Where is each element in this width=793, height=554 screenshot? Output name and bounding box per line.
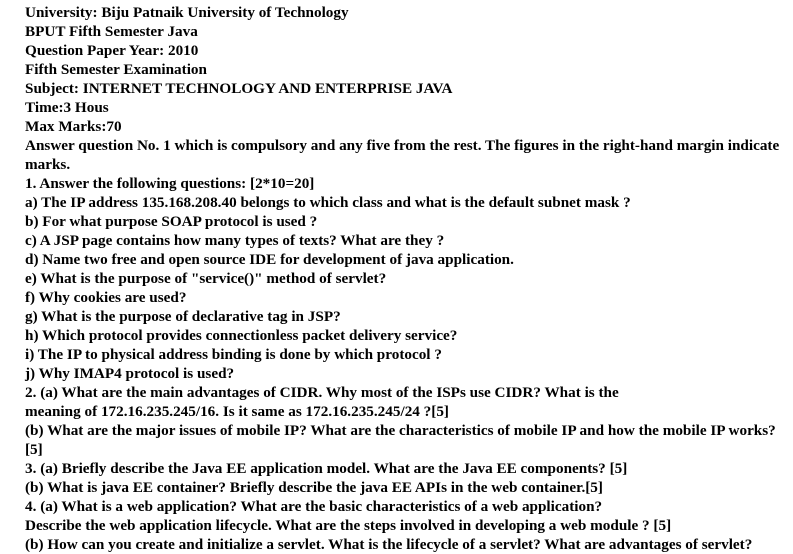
q1-part-j: j) Why IMAP4 protocol is used? (25, 365, 235, 382)
q1-part-b: b) For what purpose SOAP protocol is used ? (25, 213, 318, 230)
max-marks-line: Max Marks:70 (25, 118, 122, 135)
question-paper (25, 3, 791, 554)
q3-part-a: 3. (a) Briefly describe the Java EE application model. What are the Java EE components? [5] (25, 460, 628, 477)
q1-part-d: d) Name two free and open source IDE for development of java application. (25, 251, 514, 268)
subject-line: Subject: INTERNET TECHNOLOGY AND ENTERPRISE JAVA (25, 80, 453, 97)
q1-part-g: g) What is the purpose of declarative tag in JSP? (25, 308, 341, 325)
year-line: Question Paper Year: 2010 (25, 42, 199, 59)
q1-heading: 1. Answer the following questions: [2*10=20] (25, 175, 315, 192)
instructions: Answer question No. 1 which is compulsory and any five from the rest. The figures in the right-hand margin indicate marks. (25, 137, 780, 173)
q4-part-b: (b) How can you create and initialize a servlet. What is the lifecycle of a servlet? What are advantages of servlet? (25, 536, 753, 553)
q2-part-a-line2: meaning of 172.16.235.245/16. Is it same as 172.16.235.245/24 ?[5] (25, 403, 449, 420)
time-line: Time:3 Hous (25, 99, 109, 116)
q1-part-i: i) The IP to physical address binding is done by which protocol ? (25, 346, 442, 363)
q1-part-a: a) The IP address 135.168.208.40 belongs to which class and what is the default subnet mask ? (25, 194, 631, 211)
exam-line: Fifth Semester Examination (25, 61, 207, 78)
q4-part-a-line1: 4. (a) What is a web application? What are the basic characteristics of a web application? (25, 498, 603, 515)
q1-part-c: c) A JSP page contains how many types of texts? What are they ? (25, 232, 445, 249)
q1-part-e: e) What is the purpose of "service()" method of servlet? (25, 270, 387, 287)
course-line: BPUT Fifth Semester Java (25, 23, 198, 40)
q3-part-b: (b) What is java EE container? Briefly describe the java EE APIs in the web container.[5] (25, 479, 603, 496)
q1-part-f: f) Why cookies are used? (25, 289, 187, 306)
q2-part-a-line1: 2. (a) What are the main advantages of CIDR. Why most of the ISPs use CIDR? What is the (25, 384, 619, 401)
q2-part-b: (b) What are the major issues of mobile IP? What are the characteristics of mobile IP and how the mobile IP works? [5] (25, 422, 776, 458)
q4-part-a-line2: Describe the web application lifecycle. What are the steps involved in developing a web module ? [5] (25, 517, 672, 534)
q1-part-h: h) Which protocol provides connectionless packet delivery service? (25, 327, 458, 344)
university-line: University: Biju Patnaik University of Technology (25, 4, 349, 21)
